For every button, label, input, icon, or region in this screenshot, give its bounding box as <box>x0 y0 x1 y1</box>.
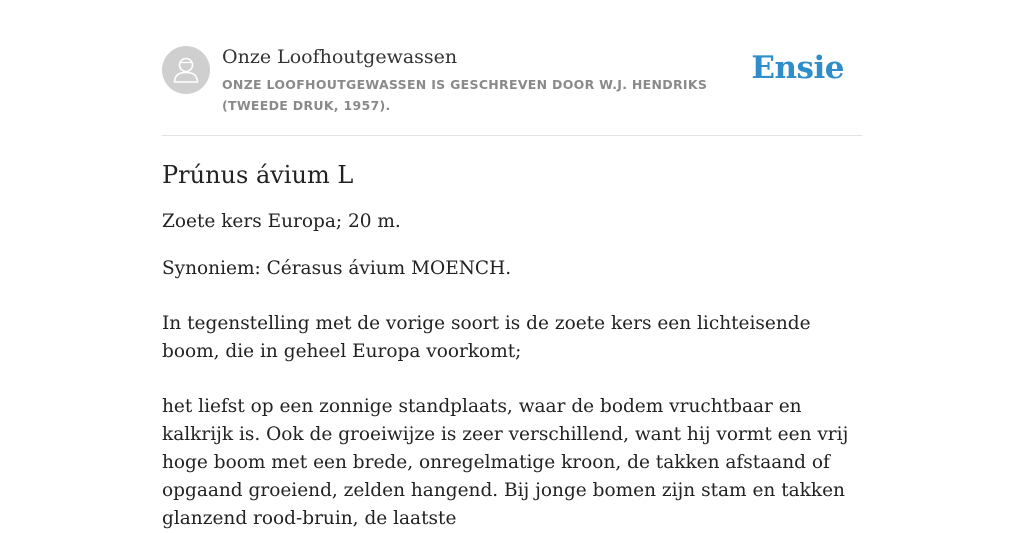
source-description: ONZE LOOFHOUTGEWASSEN IS GESCHREVEN DOOR W.J. HENDRIKS (TWEEDE DRUK, 1957). <box>222 77 708 113</box>
article-title: Prúnus ávium L <box>162 161 354 189</box>
header-divider <box>162 135 862 136</box>
article-paragraph: Zoete kers Europa; 20 m. <box>162 211 401 232</box>
article-paragraph: Synoniem: Cérasus ávium MOENCH. <box>162 258 512 279</box>
article-paragraph: het liefst op een zonnige standplaats, waar de bodem vruchtbaar en kalkrijk is. Ook de groeiwijze is zeer verschillend, want hij vormt een vrij hoge boom met een brede, onregelmatige kroon, de takken afstaand of opgaand groeiend, zelden hangend. Bij jonge bomen zijn stam en takken glanzend rood-bruin, de laatste <box>162 396 849 529</box>
avatar[interactable] <box>162 46 210 94</box>
ensie-logo[interactable]: Ensie <box>751 50 844 86</box>
user-placeholder-icon <box>162 46 210 94</box>
source-header <box>162 46 862 136</box>
article <box>162 158 862 533</box>
article-paragraph: In tegenstelling met de vorige soort is de zoete kers een lichteisende boom, die in geheel Europa voorkomt; <box>162 313 811 362</box>
source-title[interactable]: Onze Loofhoutgewassen <box>222 46 458 68</box>
